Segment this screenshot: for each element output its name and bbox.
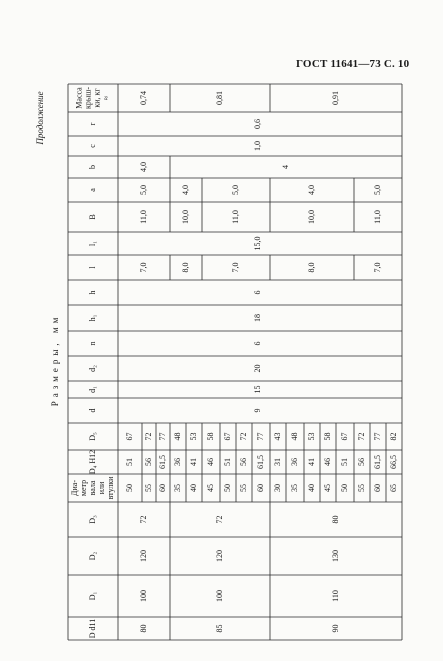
header-B: B: [87, 214, 97, 220]
header-mass-line: крыш-: [83, 86, 93, 110]
cell-shaft: 55: [356, 484, 366, 492]
cell-n: 6: [252, 341, 262, 346]
cell-D4: 61,5: [157, 455, 167, 469]
cell-shaft: 40: [306, 484, 316, 492]
cell-D: 80: [138, 624, 148, 633]
cell-B: 10,0: [180, 210, 190, 224]
cell-shaft: 50: [339, 484, 349, 492]
cell-r: 0,6: [252, 119, 262, 129]
cell-D5: 77: [255, 432, 265, 441]
cell-D4: 51: [222, 458, 232, 466]
cell-B: 10,0: [306, 210, 316, 224]
cell-D4: 61,5: [372, 455, 382, 469]
cell-c: 1,0: [252, 141, 262, 151]
cell-D5: 58: [205, 432, 215, 441]
cell-D5: 72: [356, 432, 366, 441]
cell-shaft: 60: [157, 484, 167, 492]
cell-l: 7,0: [372, 262, 382, 273]
cell-D5: 58: [322, 432, 332, 441]
cell-D4: 61,5: [255, 455, 265, 469]
cell-D5: 82: [388, 432, 398, 441]
header-h1: h₁: [87, 314, 97, 322]
cell-d1: 15: [252, 385, 262, 394]
cell-l: 7,0: [138, 262, 148, 273]
cell-D: 90: [330, 624, 340, 633]
cell-shaft: 35: [289, 484, 299, 492]
cell-D5: 77: [372, 432, 382, 441]
header-l1: l₁: [87, 240, 97, 247]
cell-D5: 67: [124, 432, 134, 441]
header-D1: D₁: [87, 591, 97, 601]
cell-D4: 36: [289, 458, 299, 466]
header-c: c: [87, 144, 97, 148]
cell-d: 9: [252, 408, 262, 413]
cell-D3: 72: [214, 515, 224, 524]
header-shaft-line: метр: [78, 479, 88, 497]
cell-D4: 36: [172, 458, 182, 466]
header-shaft-line: или: [96, 481, 106, 495]
header-D5: D₅: [87, 432, 97, 441]
header-mass-line: ≈: [101, 95, 111, 101]
header-b: b: [87, 165, 97, 169]
header-h: h: [87, 290, 97, 295]
cell-shaft: 50: [222, 484, 232, 492]
header-mass-line: Масса: [74, 87, 84, 109]
cell-l: 8,0: [180, 262, 190, 273]
header-d2: d₂: [87, 365, 97, 372]
cell-shaft: 50: [124, 484, 134, 492]
cell-a: 5,0: [372, 185, 382, 195]
cell-D5: 48: [289, 432, 299, 441]
cell-l: 7,0: [230, 262, 240, 273]
cell-B: 11,0: [138, 210, 148, 224]
cell-a: 4,0: [306, 185, 316, 195]
cell-shaft: 60: [372, 484, 382, 492]
header-D: D d11: [87, 618, 97, 639]
header-d1: d₁: [87, 386, 97, 393]
cell-D4: 41: [306, 458, 316, 466]
cell-D5: 72: [143, 432, 153, 441]
cell-shaft: 65: [388, 484, 398, 492]
cell-shaft: 60: [255, 484, 265, 492]
cell-D5: 67: [339, 432, 349, 441]
cell-shaft: 40: [188, 484, 198, 492]
cell-D4: 56: [143, 458, 153, 466]
continuation-text: Продолжение: [35, 91, 45, 145]
cell-D2: 120: [214, 550, 224, 562]
header-shaft-line: вала: [87, 480, 97, 496]
cell-shaft: 45: [205, 484, 215, 492]
header-l: l: [87, 266, 97, 269]
cell-D5: 67: [222, 432, 232, 441]
cell-B: 11,0: [372, 210, 382, 224]
header-a: a: [87, 188, 97, 192]
cell-d2: 20: [252, 364, 262, 373]
table-grid: [68, 84, 402, 640]
cell-D: 85: [214, 624, 224, 633]
cell-D4: 56: [238, 458, 248, 466]
cell-D4: 51: [124, 458, 134, 466]
cell-D1: 100: [138, 590, 148, 602]
cell-D5: 43: [272, 432, 282, 441]
cell-shaft: 45: [322, 484, 332, 492]
cell-b: 4,0: [138, 162, 148, 172]
cell-mass: 0,91: [330, 91, 340, 105]
cell-D5: 72: [238, 432, 248, 441]
cell-D4: 56: [356, 458, 366, 466]
cell-B: 11,0: [230, 210, 240, 224]
page-header: ГОСТ 11641—73 С. 10: [296, 58, 410, 70]
dimensions-caption-text: Размеры, мм: [50, 313, 60, 407]
cell-a: 5,0: [230, 185, 240, 195]
cell-D5: 77: [157, 432, 167, 441]
header-shaft-line: втулки: [105, 476, 115, 500]
cell-shaft: 30: [272, 484, 282, 492]
cell-D4: 46: [322, 458, 332, 466]
cell-mass: 0,81: [214, 91, 224, 105]
cell-mass: 0,74: [138, 91, 148, 105]
header-mass-line: ки, кг: [92, 88, 102, 108]
cell-D4: 31: [272, 458, 282, 466]
cell-D1: 100: [214, 590, 224, 602]
cell-D5: 48: [172, 432, 182, 441]
cell-h1: 18: [252, 314, 262, 322]
header-n: n: [87, 341, 97, 346]
table-cells: [70, 87, 398, 639]
cell-a: 5,0: [138, 185, 148, 195]
cell-h: 6: [252, 290, 262, 295]
cell-D5: 53: [188, 432, 198, 441]
cell-D4: 66,5: [388, 455, 398, 469]
header-D3: D₃: [87, 515, 97, 524]
cell-D4: 46: [205, 458, 215, 466]
header-r: r: [87, 122, 97, 126]
header-shaft-line: Диа-: [69, 480, 79, 496]
cell-D5: 53: [306, 432, 316, 441]
header-D4: D₄ H12: [87, 449, 97, 475]
header-d: d: [87, 408, 97, 413]
cell-l: 8,0: [306, 262, 316, 273]
cell-a: 4,0: [180, 185, 190, 195]
cell-D2: 120: [138, 550, 148, 562]
cell-l1: 15,0: [252, 236, 262, 251]
cell-shaft: 55: [238, 484, 248, 492]
cell-D1: 110: [330, 590, 340, 602]
cell-D3: 72: [138, 515, 148, 524]
header-D2: D₂: [87, 551, 97, 561]
cell-D4: 51: [339, 458, 349, 466]
cell-D2: 130: [330, 550, 340, 562]
cell-D3: 80: [330, 515, 340, 524]
cell-shaft: 35: [172, 484, 182, 492]
cell-D4: 41: [188, 458, 198, 466]
cell-b: 4: [280, 165, 290, 169]
cell-shaft: 55: [143, 484, 153, 492]
